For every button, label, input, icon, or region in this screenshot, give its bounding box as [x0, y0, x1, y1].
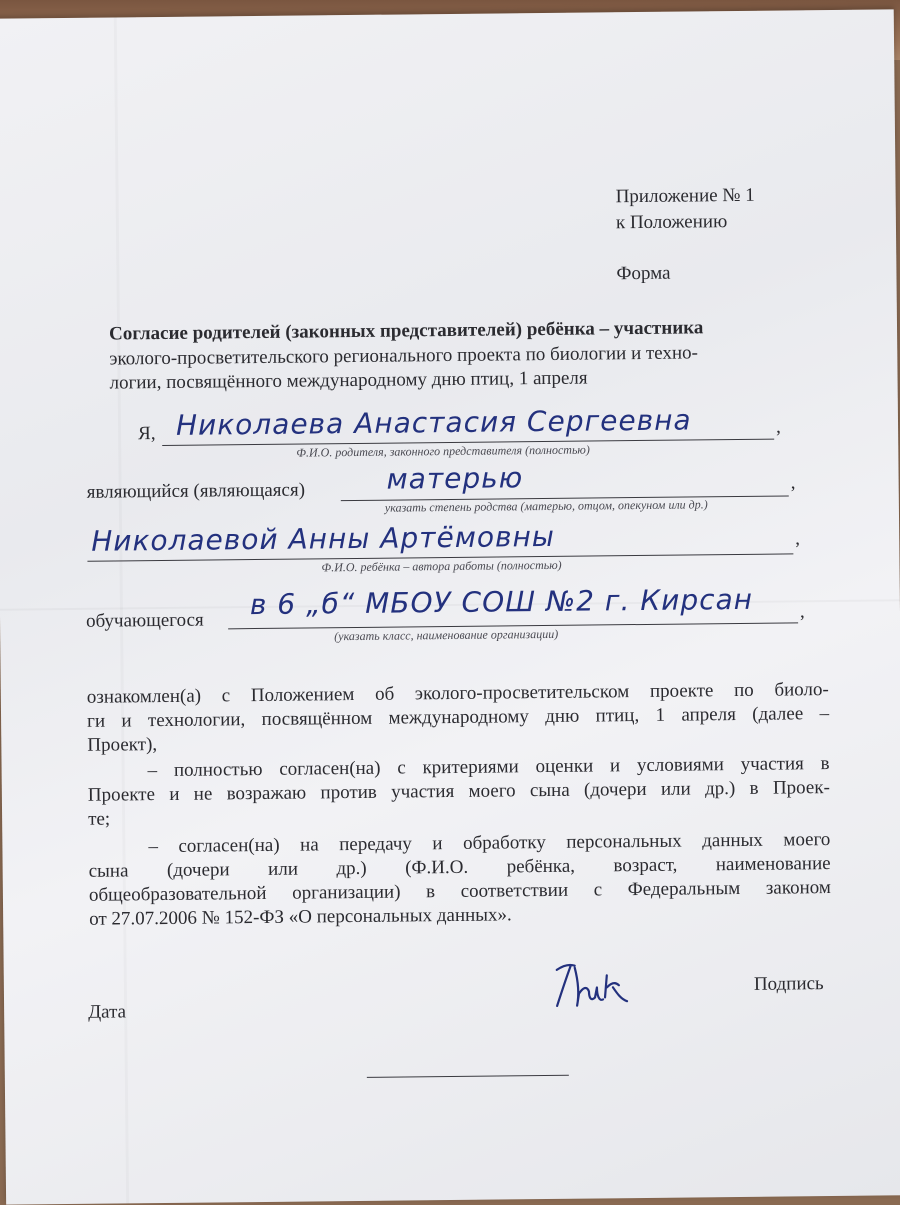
- child-suffix: ,: [795, 528, 801, 550]
- body-p3-line3: общеобразовательной организации) в соответствии с Федеральным законом: [88, 877, 831, 906]
- child-name-handwritten: Николаевой Анны Артёмовны: [91, 519, 556, 558]
- school-hint: (указать класс, наименование организации): [334, 626, 559, 644]
- school-prefix: обучающегося: [85, 609, 204, 632]
- appendix-header: [616, 183, 756, 236]
- date-line[interactable]: [367, 1075, 569, 1078]
- signature-scrawl-icon: [549, 957, 650, 1018]
- document-title-line-3: логии, посвящённого международному дню птиц, 1 апреля: [109, 367, 588, 394]
- document-title: Согласие родителей (законных представителей) ребёнка – участника: [108, 317, 704, 345]
- date-label: Дата: [88, 1001, 127, 1023]
- school-suffix: ,: [799, 601, 805, 623]
- body-p1-line2: ги и технологии, посвящённом международному дню птиц, 1 апреля (далее –: [86, 703, 830, 732]
- body-p3-line2: сына (дочери или др.) (Ф.И.О. ребёнка, возраст, наименование: [88, 853, 831, 882]
- appendix-reference: к Положению: [615, 211, 728, 234]
- appendix-number: Приложение № 1: [615, 184, 755, 208]
- school-handwritten: в 6 „б“ МБОУ СОШ №2 г. Кирсан: [249, 582, 754, 622]
- document-title-line-2: эколого-просветительского регионального проекта по биологии и техно-: [109, 342, 699, 370]
- parent-name-handwritten: Николаева Анастасия Сергеевна: [175, 403, 692, 442]
- signature-label: Подпись: [753, 973, 824, 995]
- parent-suffix: ,: [775, 416, 781, 438]
- parent-hint: Ф.И.О. родителя, законного представителя (полностью): [296, 442, 590, 460]
- body-p2-line2: Проекте и не возражаю против участия моего сына (дочери или др.) в Проек-: [87, 777, 830, 806]
- relation-hint: указать степень родства (матерью, отцом, опекуном или др.): [384, 497, 708, 515]
- consent-form-sheet: [0, 9, 900, 1204]
- relation-handwritten: матерью: [386, 461, 524, 496]
- body-p1-line3: Проект),: [87, 734, 158, 756]
- body-p2-line3: те;: [88, 808, 111, 830]
- relation-suffix: ,: [790, 472, 796, 494]
- body-p1-line1: ознакомлен(а) с Положением об эколого-просветительском проекте по биоло-: [86, 679, 829, 708]
- body-p3-line4: от 27.07.2006 № 152-ФЗ «О персональных данных».: [89, 904, 512, 930]
- relation-prefix: являющийся (являющаяся): [86, 479, 306, 503]
- body-p3-line1: – согласен(на) на передачу и обработку персональных данных моего: [148, 829, 831, 858]
- body-p2-line1: – полностью согласен(на) с критериями оценки и условиями участия в: [147, 753, 830, 782]
- parent-prefix: Я,: [137, 423, 156, 445]
- form-label: Форма: [616, 262, 671, 285]
- child-hint: Ф.И.О. ребёнка – автора работы (полностью): [321, 557, 562, 575]
- handwritten-signature: [549, 957, 650, 1023]
